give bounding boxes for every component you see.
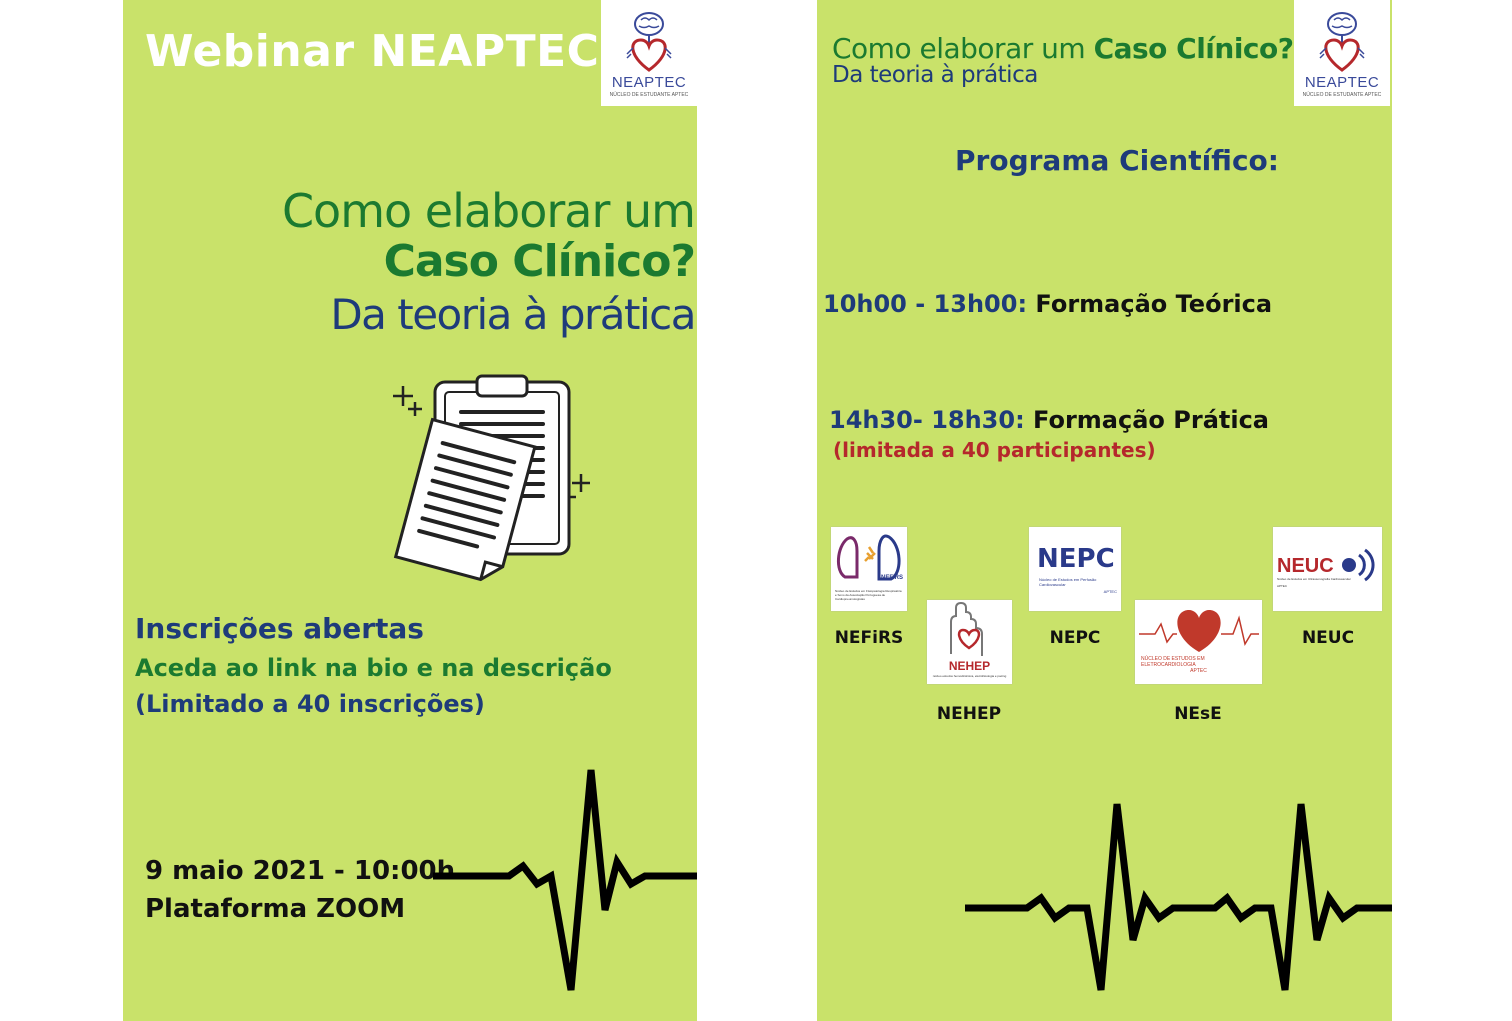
aceda-link-text: Aceda ao link na bio e na descrição — [135, 654, 612, 682]
neuc-logo — [1273, 527, 1382, 611]
partner-label-nese: NEsE — [1174, 704, 1222, 724]
nehep-logo-text: NEHEP — [948, 659, 991, 673]
nepc-logo-sub: Núcleo de Estudos em Perfusão Cardiovascular — [1039, 577, 1097, 587]
title-line2: Caso Clínico? — [383, 236, 695, 287]
nese-logo-text: NÚCLEO DE ESTUDOS EM ELETROCARDIOLOGIA — [1141, 656, 1205, 668]
nehep-logo — [927, 600, 1012, 684]
neuc-logo-tag: APTEC — [1277, 584, 1288, 588]
session-2-label: Formação Prática — [1033, 406, 1270, 434]
webinar-header: Webinar NEAPTEC — [145, 26, 600, 77]
right-subtitle: Da teoria à prática — [832, 62, 1038, 88]
logo-name: NEAPTEC — [611, 74, 687, 91]
partner-label-neuc: NEUC — [1301, 628, 1355, 648]
brain-heart-icon — [621, 8, 677, 74]
session-1 — [823, 290, 1272, 318]
logo-name: NEAPTEC — [1304, 74, 1380, 91]
session-1-label: Formação Teórica — [1035, 290, 1273, 318]
session-1-time: 10h00 - 13h00: — [823, 290, 1028, 318]
neaptec-logo-right — [1294, 0, 1390, 106]
nefirs-logo-text: NEFiRS — [880, 575, 903, 581]
programa-heading: Programa Científico: — [955, 144, 1279, 177]
subtitle: Da teoria à prática — [330, 290, 695, 339]
logo-tagline: NÚCLEO DE ESTUDANTE APTEC — [1302, 92, 1382, 98]
ecg-heart-icon — [1135, 600, 1262, 656]
brain-heart-icon — [1314, 8, 1370, 74]
right-poster — [817, 0, 1392, 1021]
event-date: 9 maio 2021 - 10:00h — [145, 856, 456, 886]
event-platform: Plataforma ZOOM — [145, 894, 406, 924]
hand-heart-icon — [927, 600, 1012, 658]
right-title-prefix: Como elaborar um — [832, 32, 1094, 65]
neuc-logo-text: NEUC — [1277, 555, 1334, 577]
partner-label-nefirs: NEFiRS — [834, 628, 904, 648]
nepc-logo — [1029, 527, 1121, 611]
nehep-logo-sub: núcleo estudos hemodinâmica, eletrofisiologia e pacing — [932, 674, 1007, 678]
neaptec-logo — [601, 0, 697, 106]
nefirs-logo — [831, 527, 907, 611]
session-2-time: 14h30- 18h30: — [829, 406, 1025, 434]
nefirs-logo-sub: Núcleo de Estudos em Fisiopatologia Respiratória e Sono da Associação Portuguesa de Cardiopneumologistas — [835, 589, 902, 601]
partner-label-nepc: NEPC — [1049, 628, 1101, 648]
heartbeat-line — [965, 790, 1392, 1000]
nese-logo-tag: APTEC — [1190, 668, 1207, 674]
session-2 — [829, 406, 1269, 434]
right-title-bold: Caso Clínico? — [1093, 32, 1294, 65]
left-poster — [123, 0, 697, 1021]
heartbeat-line — [433, 760, 697, 1000]
neuc-logo-sub: Núcleo de Estudos em Ultrassonografia Cardiovascular — [1277, 577, 1351, 581]
title-line1: Como elaborar um — [281, 184, 695, 238]
nepc-logo-tag: APTEC — [1103, 589, 1117, 594]
right-title — [832, 32, 1294, 65]
session-2-note: (limitada a 40 participantes) — [833, 438, 1156, 462]
nepc-logo-text: NEPC — [1037, 544, 1115, 574]
inscricoes-heading: Inscrições abertas — [135, 612, 424, 645]
limitado-text: (Limitado a 40 inscrições) — [135, 690, 485, 718]
partner-label-nehep: NEHEP — [936, 704, 1002, 724]
nese-logo — [1135, 600, 1262, 684]
clipboard-documents-icon — [391, 372, 611, 582]
logo-tagline: NÚCLEO DE ESTUDANTE APTEC — [609, 92, 689, 98]
